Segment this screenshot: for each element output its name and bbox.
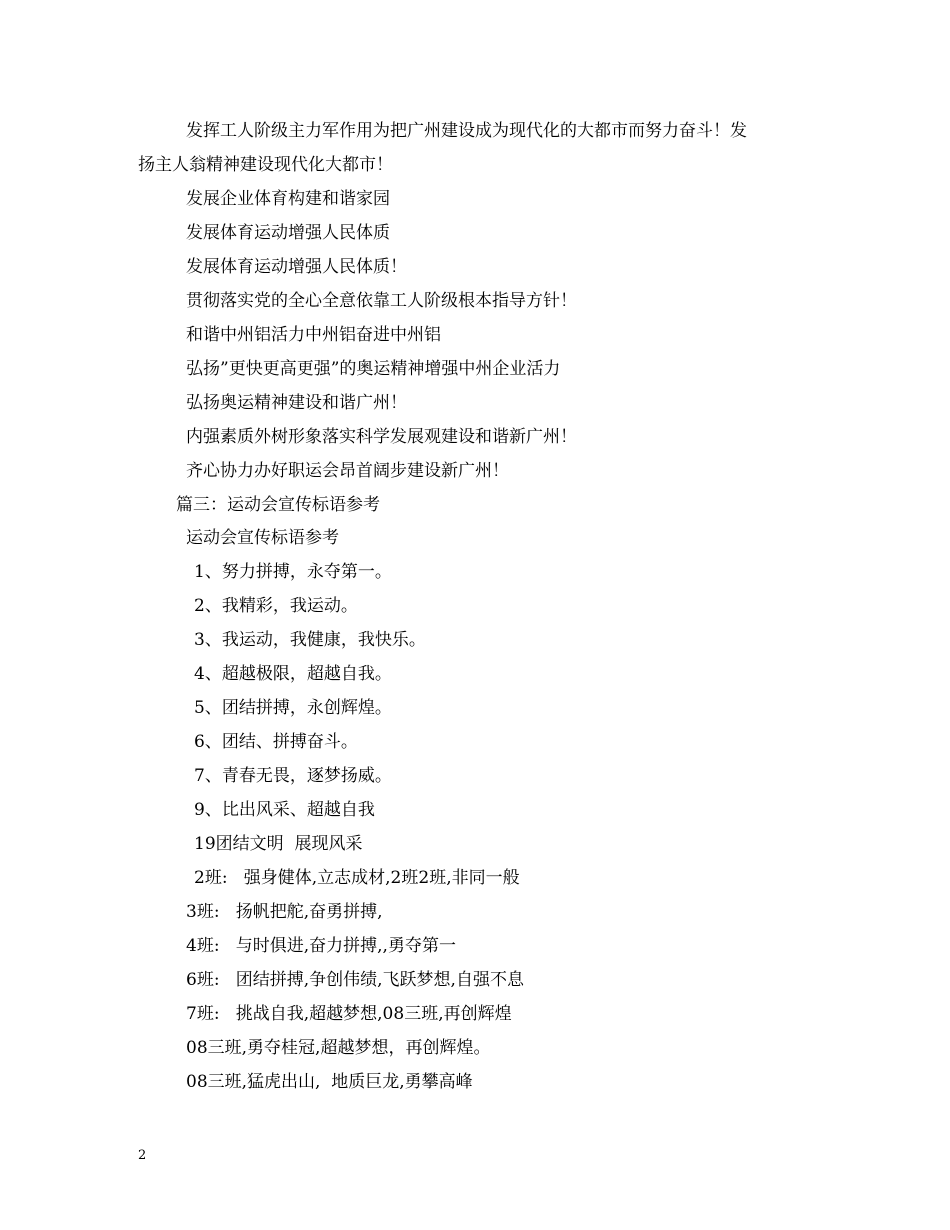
list-item: 19团结文明 展现风采 <box>194 834 363 854</box>
text-line: 发展企业体育构建和谐家园 <box>186 189 390 209</box>
class-slogan: 3班: 扬帆把舵,奋勇拼搏, <box>186 902 383 922</box>
section-subheading: 运动会宣传标语参考 <box>186 528 339 548</box>
list-item: 3、我运动，我健康，我快乐。 <box>194 630 426 650</box>
text-line: 内强素质外树形象落实科学发展观建设和谐新广州！ <box>186 427 577 447</box>
text-line: 和谐中州铝活力中州铝奋进中州铝 <box>186 325 441 345</box>
page-number: 2 <box>138 1148 147 1163</box>
class-slogan: 4班: 与时俱进,奋力拼搏,,勇夺第一 <box>186 936 456 956</box>
text-line: 齐心协力办好职运会昂首阔步建设新广州！ <box>186 461 509 481</box>
list-item: 1、努力拼搏，永夺第一。 <box>194 562 392 582</box>
class-slogan: 2班: 强身健体,立志成材,2班2班,非同一般 <box>194 868 520 888</box>
text-line: 发展体育运动增强人民体质！ <box>186 257 407 277</box>
text-line: 发挥工人阶级主力军作用为把广州建设成为现代化的大都市而努力奋斗！发 <box>186 121 747 141</box>
list-item: 4、超越极限，超越自我。 <box>194 664 392 684</box>
class-slogan: 08三班,勇夺桂冠,超越梦想，再创辉煌。 <box>186 1038 491 1058</box>
text-line: 弘扬”更快更高更强”的奥运精神增强中州企业活力 <box>186 359 561 379</box>
list-item: 7、青春无畏，逐梦扬威。 <box>194 766 392 786</box>
text-line: 扬主人翁精神建设现代化大都市！ <box>138 155 393 175</box>
class-slogan: 6班: 团结拼搏,争创伟绩,飞跃梦想,自强不息 <box>186 970 524 990</box>
section-heading: 篇三：运动会宣传标语参考 <box>176 495 380 515</box>
class-slogan: 08三班,猛虎出山, 地质巨龙,勇攀高峰 <box>186 1072 473 1092</box>
text-line: 弘扬奥运精神建设和谐广州！ <box>186 393 407 413</box>
list-item: 2、我精彩，我运动。 <box>194 596 358 616</box>
text-line: 发展体育运动增强人民体质 <box>186 223 390 243</box>
list-item: 5、团结拼搏，永创辉煌。 <box>194 698 392 718</box>
text-line: 贯彻落实党的全心全意依靠工人阶级根本指导方针！ <box>186 291 577 311</box>
list-item: 6、团结、拼搏奋斗。 <box>194 732 358 752</box>
class-slogan: 7班: 挑战自我,超越梦想,08三班,再创辉煌 <box>186 1004 512 1024</box>
list-item: 9、比出风采、超越自我 <box>194 800 375 820</box>
